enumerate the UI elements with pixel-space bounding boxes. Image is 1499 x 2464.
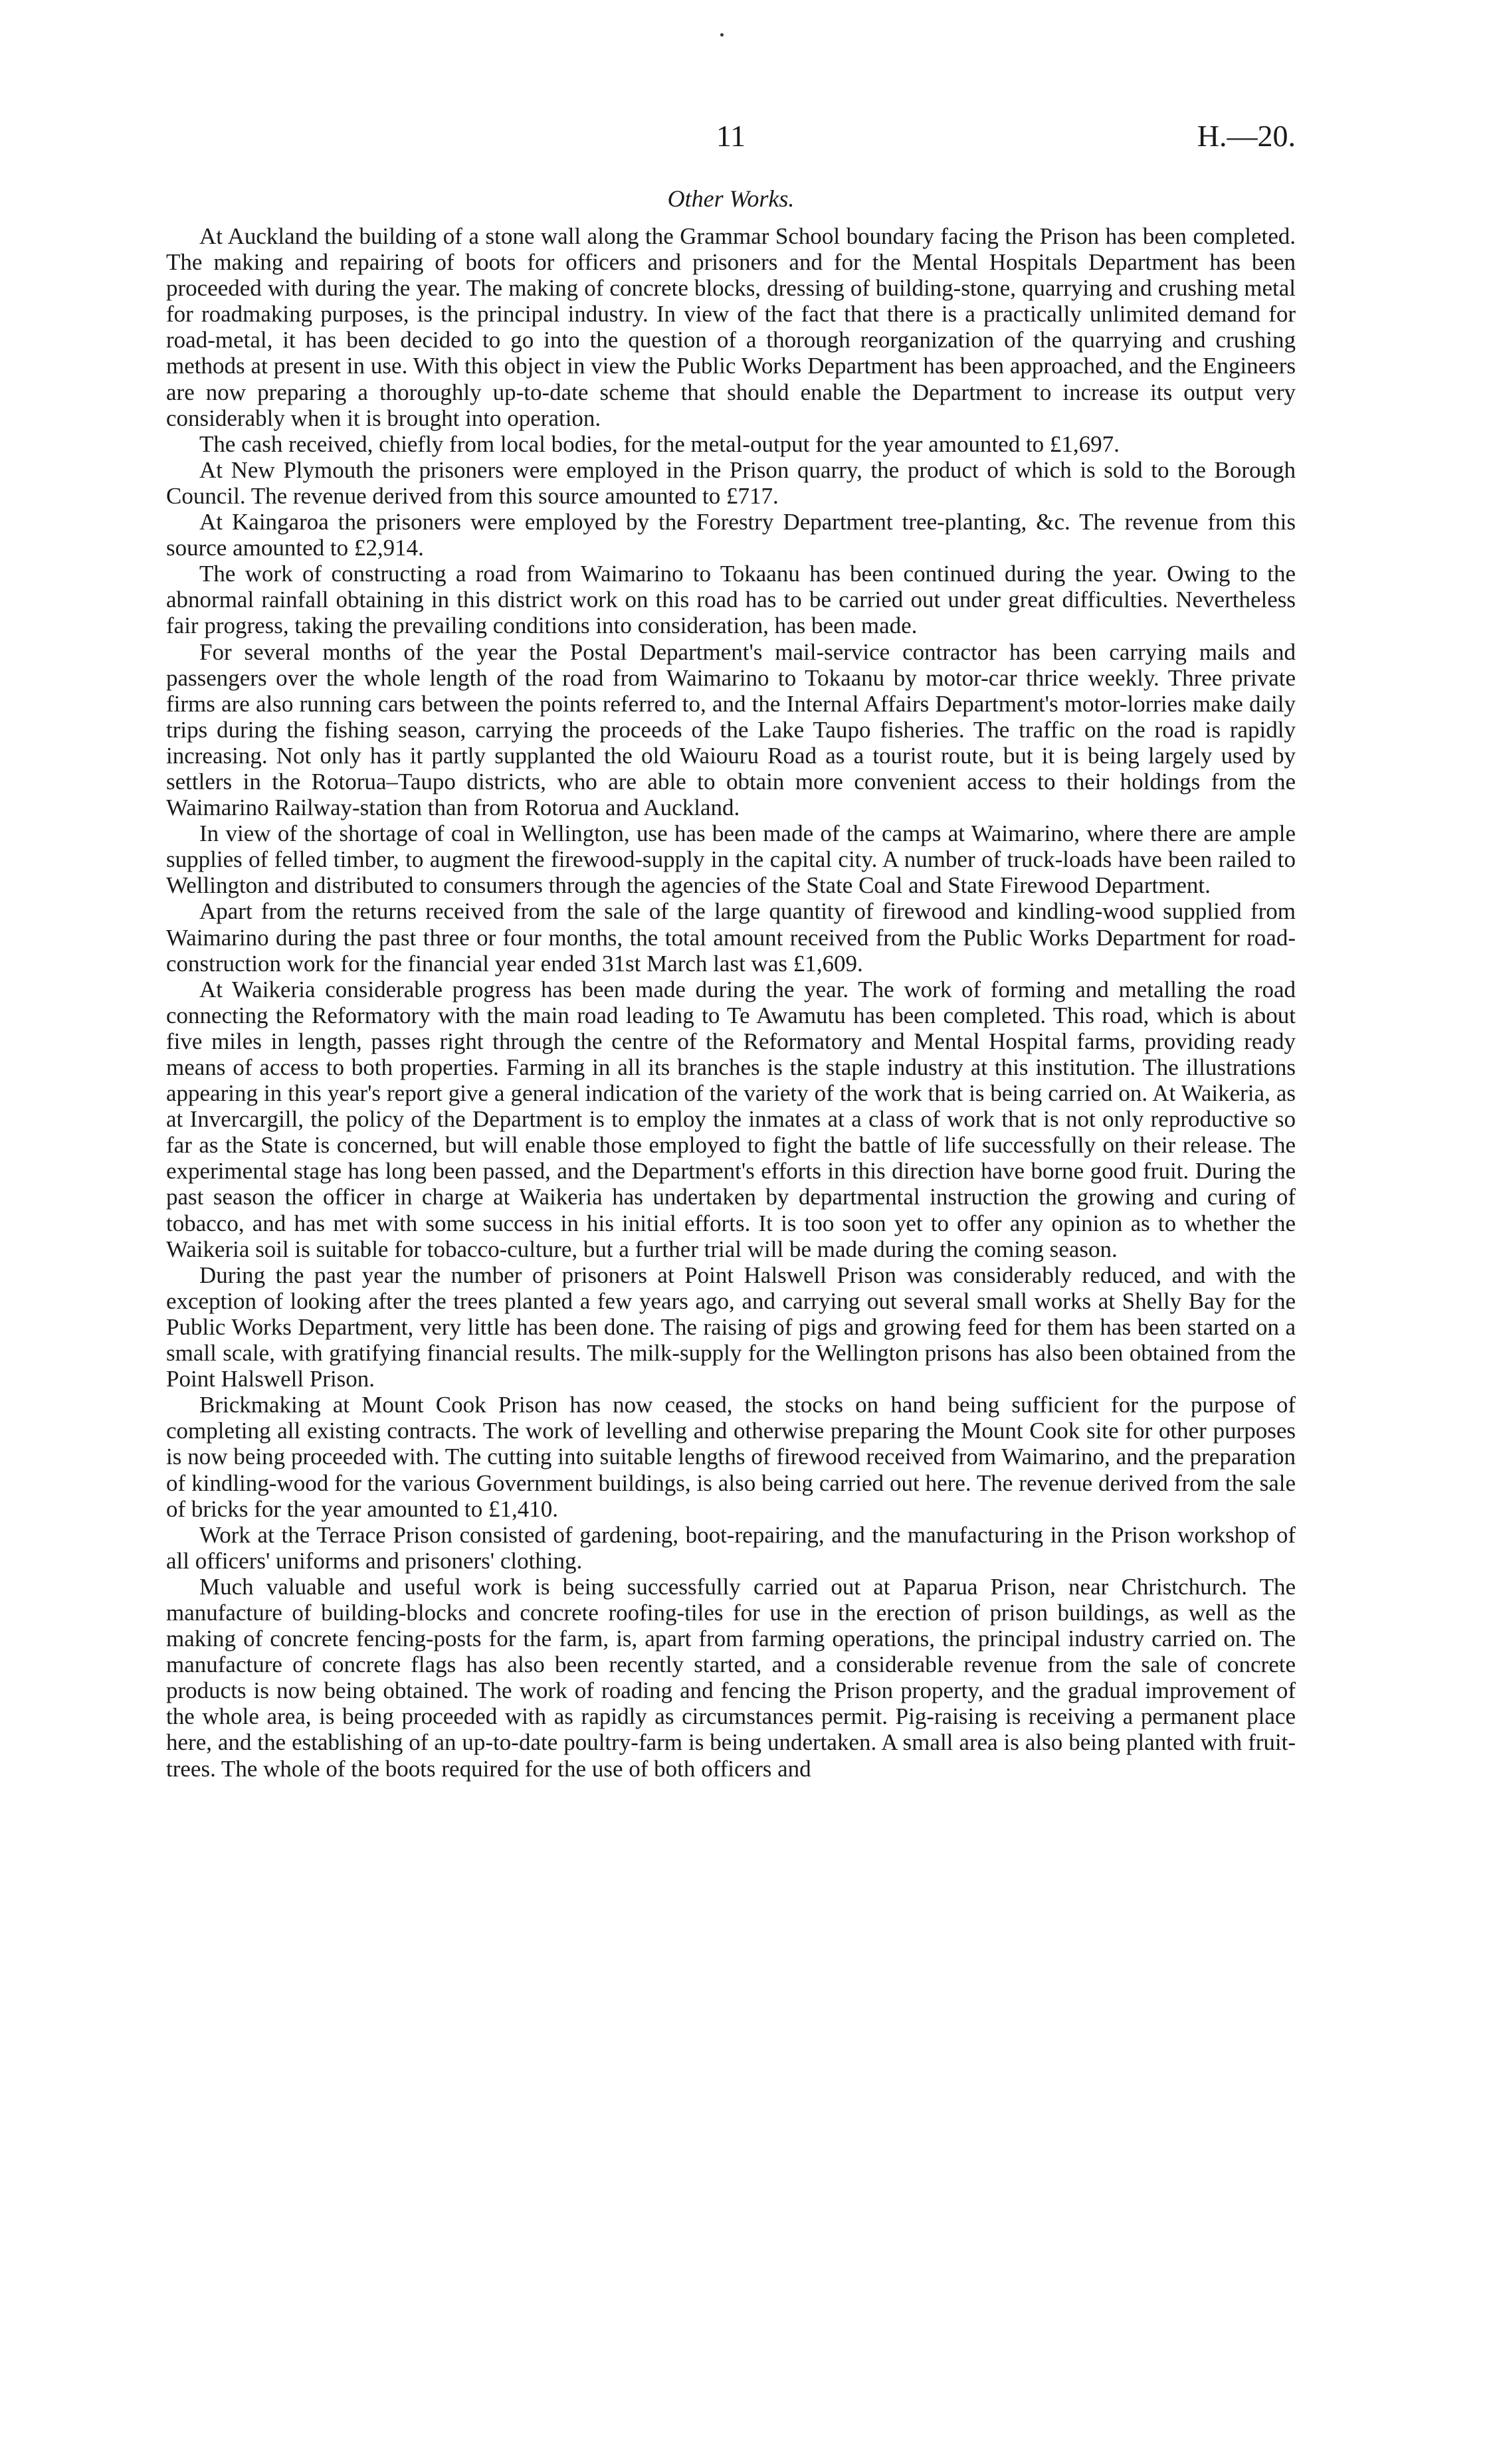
document-page [166,0,1296,2464]
body-text [166,223,1296,1782]
section-heading: Other Works. [667,185,795,212]
paragraph-cash-received: The cash received, chiefly from local bodies, for the metal-output for the year amounted to £1,697. [199,430,1120,457]
paragraph-coal-shortage: In view of the shortage of coal in Wellington, use has been made of the camps at Waimarino, where there are ample supplies of felled timber, to augment the firewood-supply in the capital city. A number of truck-loads have been railed to Wellington and distributed to consumers through the agencies of the State Coal and State Firewood Department. [166,820,1296,899]
paragraph-paparua: Much valuable and useful work is being successfully carried out at Paparua Prison, near Christchurch. The manufacture of building-blocks and concrete roofing-tiles for use in the erection of prison buildings, as well as the making of concrete fencing-posts for the farm, is, apart from farming operations, the principal industry carried on. The manufacture of concrete flags has also been recently started, and a considerable revenue from the sale of concrete products is now being obtained. The work of roading and fencing the Prison property, and the gradual improvement of the whole area, is being proceeded with as rapidly as circumstances permit. Pig-raising is receiving a permanent place here, and the establishing of an up-to-date poultry-farm is being undertaken. A small area is also being planted with fruit-trees. The whole of the boots required for the use of both officers and [166,1573,1296,1782]
page-header [166,118,1296,158]
paragraph-firewood-returns: Apart from the returns received from the sale of the large quantity of firewood and kindling-wood supplied from Waimarino during the past three or four months, the total amount received from the Public Works Department for road-construction work for the financial year ended 31st March last was £1,609. [166,898,1296,977]
paragraph-postal-service: For several months of the year the Postal Department's mail-service contractor has been carrying mails and passengers over the whole length of the road from Waimarino to Tokaanu by motor-car thrice weekly. Three private firms are also running cars between the points referred to, and the Internal Affairs Department's motor-lorries make daily trips during the fishing season, carrying the proceeds of the Lake Taupo fisheries. The traffic on the road is rapidly increasing. Not only has it partly supplanted the old Waiouru Road as a tourist route, but it is being largely used by settlers in the Rotorua–Taupo districts, who are able to obtain more convenient access to their holdings from the Waimarino Railway-station than from Rotorua and Auckland. [166,638,1296,821]
document-reference: H.—20. [1197,119,1296,153]
paragraph-waimarino-road: The work of constructing a road from Waimarino to Tokaanu has been continued during the year. Owing to the abnormal rainfall obtaining in this district work on this road has to be carried out under great difficulties. Nevertheless fair progress, taking the prevailing conditions into consideration, has been made. [166,561,1296,639]
paragraph-kaingaroa: At Kaingaroa the prisoners were employed by the Forestry Department tree-planting, &c. The revenue from this source amounted to £2,914. [166,509,1296,561]
paragraph-waikeria: At Waikeria considerable progress has been made during the year. The work of forming and metalling the road connecting the Reformatory with the main road leading to Te Awamutu has been completed. This road, which is about five miles in length, passes right through the centre of the Reformatory and Mental Hospital farms, providing ready means of access to both properties. Farming in all its branches is the staple industry at this institution. The illustrations appearing in this year's report give a general indication of the variety of the work that is being carried on. At Waikeria, as at Invercargill, the policy of the Department is to employ the inmates at a class of work that is not only reproductive so far as the State is concerned, but will enable those employed to fight the battle of life successfully on their release. The experimental stage has long been passed, and the Department's efforts in this direction have borne good fruit. During the past season the officer in charge at Waikeria has undertaken by departmental instruction the growing and curing of tobacco, and has met with some success in his initial efforts. It is too soon yet to offer any opinion as to whether the Waikeria soil is suitable for tobacco-culture, but a further trial will be made during the coming season. [166,976,1296,1262]
paragraph-new-plymouth: At New Plymouth the prisoners were employed in the Prison quarry, the product of which is sold to the Borough Council. The revenue derived from this source amounted to £717. [166,456,1296,509]
paragraph-auckland: At Auckland the building of a stone wall along the Grammar School boundary facing the Prison has been completed. The making and repairing of boots for officers and prisoners and for the Mental Hospitals Department has been proceeded with during the year. The making of concrete blocks, dressing of building-stone, quarrying and crushing metal for roadmaking purposes, is the principal industry. In view of the fact that there is a practically unlimited demand for road-metal, it has been decided to go into the question of a thorough reorganization of the quarrying and crushing methods at present in use. With this object in view the Public Works Department has been approached, and the Engineers are now preparing a thoroughly up-to-date scheme that should enable the Department to increase its output very considerably when it is brought into operation. [166,223,1296,431]
paragraph-terrace-prison: Work at the Terrace Prison consisted of gardening, boot-repairing, and the manufacturing in the Prison workshop of all officers' uniforms and prisoners' clothing. [166,1521,1296,1574]
paragraph-point-halswell: During the past year the number of prisoners at Point Halswell Prison was considerably reduced, and with the exception of looking after the trees planted a few years ago, and carrying out several small works at Shelly Bay for the Public Works Department, very little has been done. The raising of pigs and growing feed for them has been started on a small scale, with gratifying financial results. The milk-supply for the Wellington prisons has also been obtained from the Point Halswell Prison. [166,1262,1296,1392]
page-number: 11 [716,119,746,153]
paragraph-mount-cook: Brickmaking at Mount Cook Prison has now ceased, the stocks on hand being sufficient for the purpose of completing all existing contracts. The work of levelling and otherwise preparing the Mount Cook site for other purposes is now being proceeded with. The cutting into suitable lengths of firewood received from Waimarino, and the preparation of kindling-wood for the various Government buildings, is also being carried out here. The revenue derived from the sale of bricks for the year amounted to £1,410. [166,1392,1296,1522]
